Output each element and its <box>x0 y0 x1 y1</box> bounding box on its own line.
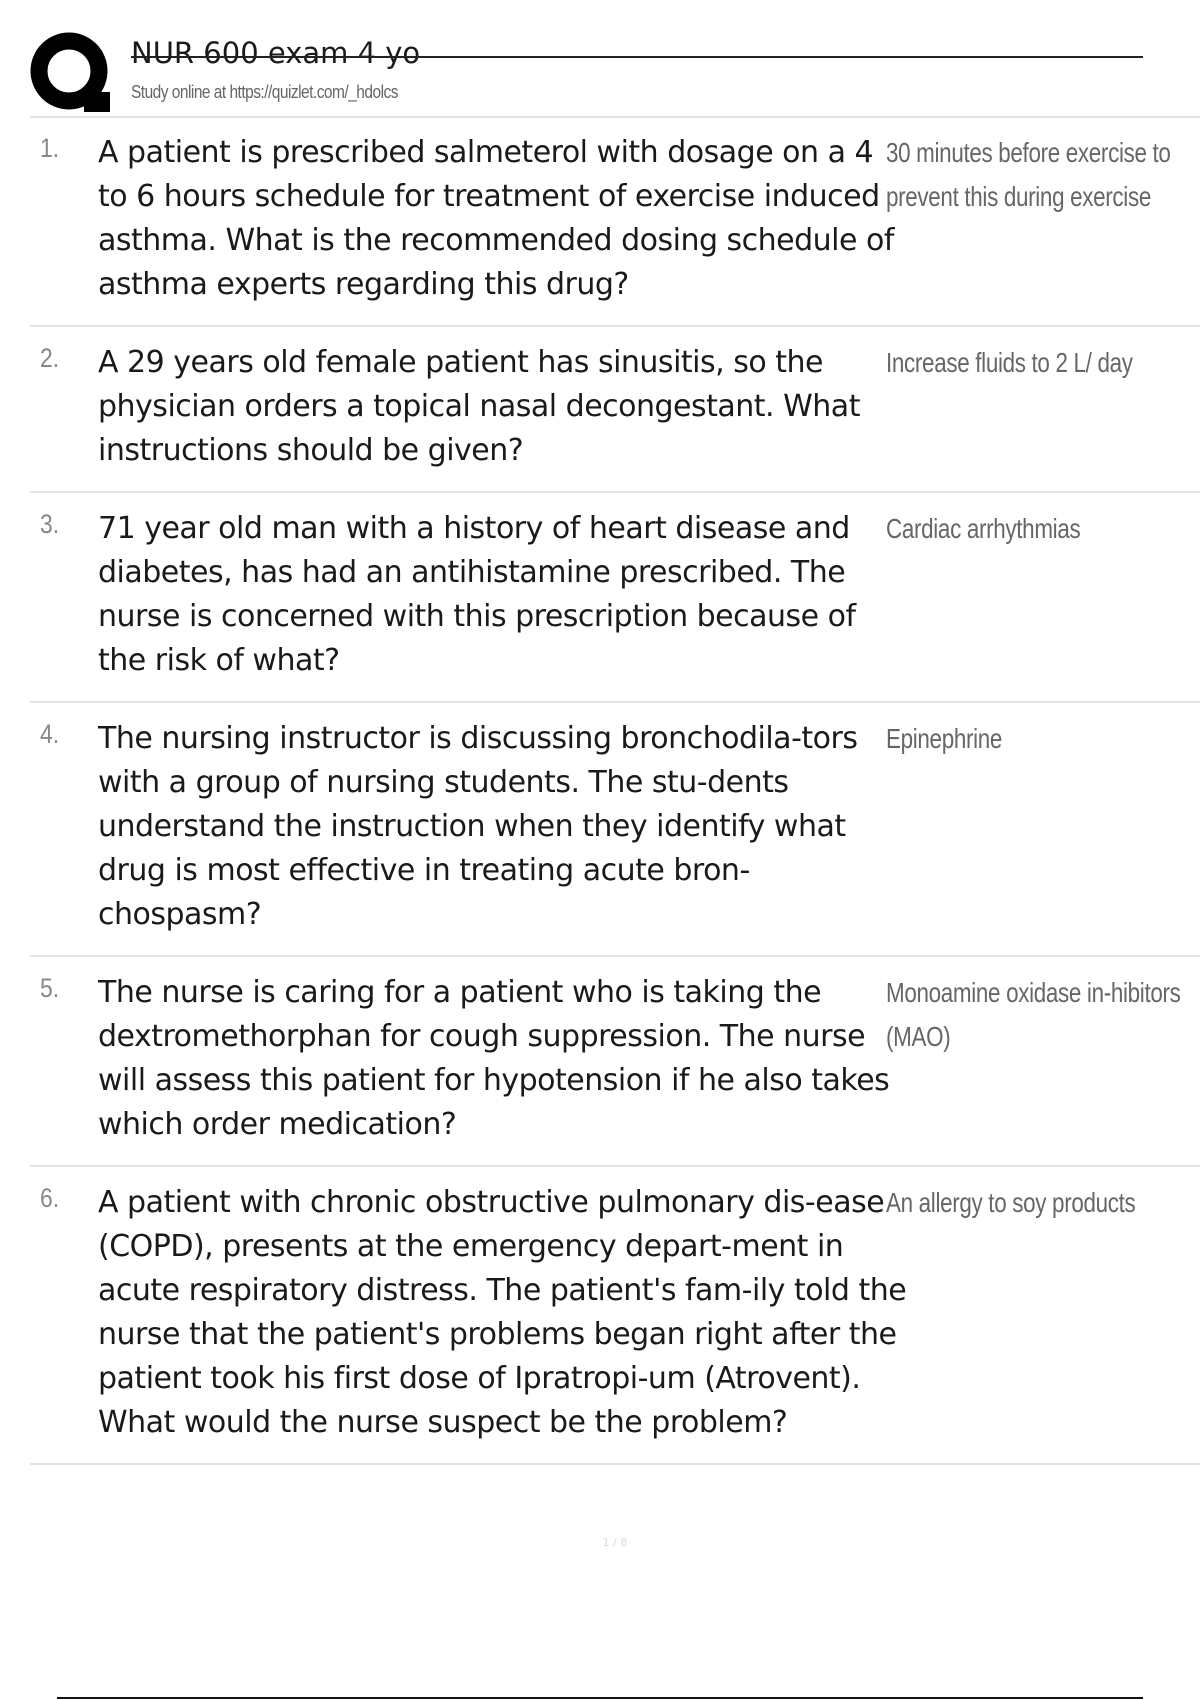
title-rule <box>131 56 1143 58</box>
flashcard-row <box>30 1167 1200 1465</box>
card-definition: Epinephrine <box>886 723 1003 754</box>
card-term: A patient is prescribed salmeterol with dosage on a 4 to 6 hours schedule for treatment of exercise induced asthma. What is the recommended dosing schedule of asthma experts regarding this drug? <box>98 135 894 302</box>
study-online-link[interactable]: Study online at https://quizlet.com/_hdolcs <box>131 82 398 102</box>
card-number: 1. <box>40 133 60 163</box>
card-term: A patient with chronic obstructive pulmonary dis-ease (COPD), presents at the emergency depart-ment in acute respiratory distress. The patient's fam-ily told the nurse that the patient's problems began right after the patient took his first dose of Ipratropi-um (Atrovent). What would the nurse suspect be the problem? <box>98 1185 907 1440</box>
card-number: 2. <box>40 343 60 373</box>
card-number: 4. <box>40 719 60 749</box>
document-title: NUR 600 exam 4 yo <box>131 36 421 70</box>
card-definition: 30 minutes before exercise to prevent this during exercise <box>886 137 1171 212</box>
card-definition: Increase fluids to 2 L/ day <box>886 347 1133 378</box>
card-definition: An allergy to soy products <box>886 1187 1136 1218</box>
card-definition: Monoamine oxidase in-hibitors (MAO) <box>886 977 1181 1052</box>
footer-rule <box>57 1697 1143 1699</box>
page-number: 1 / 8 <box>602 1536 628 1549</box>
flashcard-row <box>30 703 1200 957</box>
card-number: 5. <box>40 973 60 1003</box>
quizlet-logo-icon <box>30 32 112 114</box>
card-number: 6. <box>40 1183 60 1213</box>
flashcard-row <box>30 957 1200 1167</box>
card-term: 71 year old man with a history of heart disease and diabetes, has had an antihistamine prescribed. The nurse is concerned with this prescription because of the risk of what? <box>98 511 856 678</box>
flashcard-row <box>30 327 1200 493</box>
card-term: The nursing instructor is discussing bronchodila-tors with a group of nursing students. The stu-dents understand the instruction when they identify what drug is most effective in treating acute bron-chospasm? <box>98 721 858 932</box>
flashcard-list <box>30 117 1200 1465</box>
flashcard-row <box>30 117 1200 327</box>
card-term: The nurse is caring for a patient who is taking the dextromethorphan for cough suppression. The nurse will assess this patient for hypotension if he also takes which order medication? <box>98 975 890 1142</box>
card-definition: Cardiac arrhythmias <box>886 513 1081 544</box>
flashcard-row <box>30 493 1200 703</box>
card-number: 3. <box>40 509 60 539</box>
card-term: A 29 years old female patient has sinusitis, so the physician orders a topical nasal decongestant. What instructions should be given? <box>98 345 860 468</box>
